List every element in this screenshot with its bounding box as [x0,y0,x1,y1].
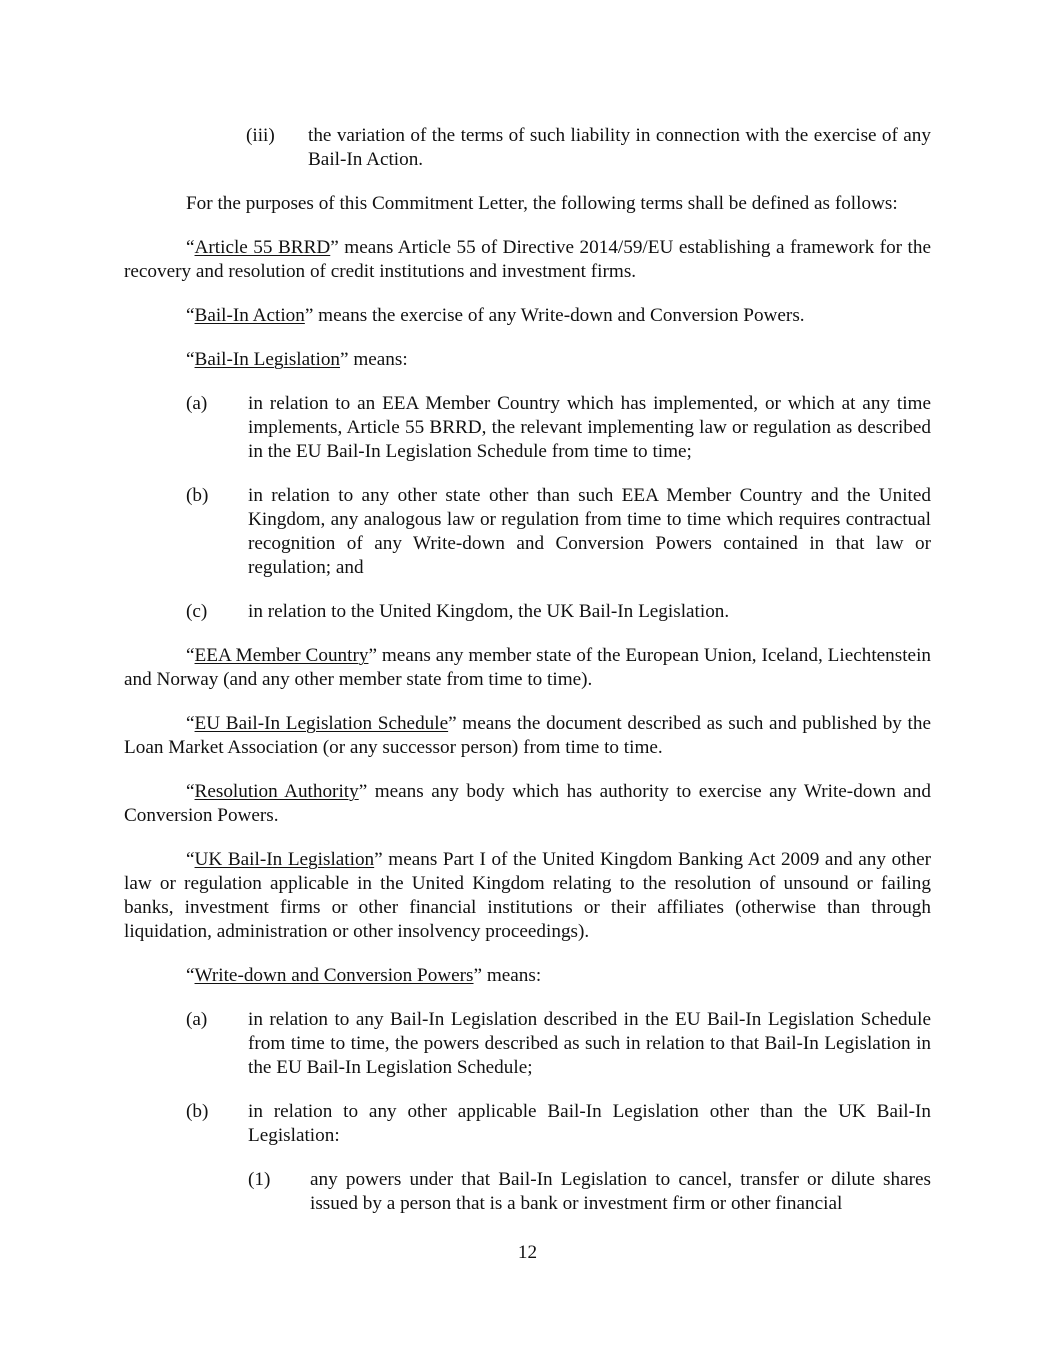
definition-write-down-and-conversion-powers [124,964,931,988]
defined-term: EEA Member Country [194,645,369,666]
open-quote: “ [186,645,195,666]
list-item-iii [124,124,931,172]
definition-eu-bail-in-legislation-schedule [124,712,931,760]
definition-text: ” means the document described as such and published by the Loan Market Association (or any successor person) from time to time. [124,713,931,758]
defined-term: EU Bail-In Legislation Schedule [194,713,449,734]
definition-text: ” means the exercise of any Write-down and Conversion Powers. [304,305,805,326]
list-item-b [124,1100,931,1148]
definition-article-55-brrd [124,236,931,284]
list-item-b [124,484,931,580]
list-item-a [124,392,931,464]
defined-term: Bail-In Action [194,305,305,326]
intro-paragraph: For the purposes of this Commitment Letter, the following terms shall be defined as follows: [186,193,898,214]
open-quote: “ [186,237,195,258]
definition-text: ” means any body which has authority to exercise any Write-down and Conversion Powers. [124,781,931,826]
defined-term: Write-down and Conversion Powers [194,965,474,986]
definition-bail-in-action [124,304,931,328]
list-item-text: in relation to any other state other than such EEA Member Country and the United Kingdom, any analogous law or regulation from time to time which requires contractual recognition of any Write-down and Conversion Powers contained in that law or regulation; and [248,485,931,578]
list-item-text: in relation to any other applicable Bail-In Legislation other than the UK Bail-In Legislation: [248,1101,931,1146]
definition-uk-bail-in-legislation [124,848,931,944]
open-quote: “ [186,305,195,326]
list-item-text: the variation of the terms of such liability in connection with the exercise of any Bail-In Action. [308,125,931,170]
definition-text: ” means Article 55 of Directive 2014/59/EU establishing a framework for the recovery and resolution of credit institutions and investment firms. [124,237,931,282]
list-marker: (1) [248,1169,271,1190]
defined-term: UK Bail-In Legislation [194,849,375,870]
list-marker: (b) [186,485,209,506]
list-marker: (iii) [246,125,275,146]
list-marker: (a) [186,393,208,414]
open-quote: “ [186,713,195,734]
definition-resolution-authority [124,780,931,828]
open-quote: “ [186,965,195,986]
open-quote: “ [186,781,195,802]
defined-term: Article 55 BRRD [194,237,331,258]
list-item-c [124,600,931,624]
page-number: 12 [517,1242,538,1263]
list-item-text: in relation to an EEA Member Country which has implemented, or which at any time implements, Article 55 BRRD, the relevant implementing law or regulation as described in the EU Bail-In Legislation Schedule from time to time; [248,393,931,462]
list-item-text: in relation to the United Kingdom, the UK Bail-In Legislation. [248,601,730,622]
definition-eea-member-country [124,644,931,692]
document-page [124,124,931,1236]
list-marker: (a) [186,1009,208,1030]
list-item-text: in relation to any Bail-In Legislation described in the EU Bail-In Legislation Schedule from time to time, the powers described as such in relation to that Bail-In Legislation in the EU Bail-In Legislation Schedule; [248,1009,931,1078]
list-item-text: any powers under that Bail-In Legislation to cancel, transfer or dilute shares issued by a person that is a bank or investment firm or other financial [310,1169,931,1214]
list-marker: (c) [186,601,208,622]
defined-term: Bail-In Legislation [194,349,341,370]
definition-bail-in-legislation [124,348,931,372]
defined-term: Resolution Authority [194,781,359,802]
definition-text: ” means any member state of the European Union, Iceland, Liechtenstein and Norway (and any other member state from time to time). [124,645,931,690]
definition-text: ” means: [340,349,408,370]
open-quote: “ [186,849,195,870]
list-item-1 [124,1168,931,1216]
definition-text: ” means Part I of the United Kingdom Banking Act 2009 and any other law or regulation applicable in the United Kingdom relating to the resolution of unsound or failing banks, investment firms or other financial institutions or their affiliates (otherwise than through liquidation, administration or other insolvency proceedings). [124,849,931,942]
list-item-a [124,1008,931,1080]
open-quote: “ [186,349,195,370]
list-marker: (b) [186,1101,209,1122]
definition-text: ” means: [473,965,542,986]
